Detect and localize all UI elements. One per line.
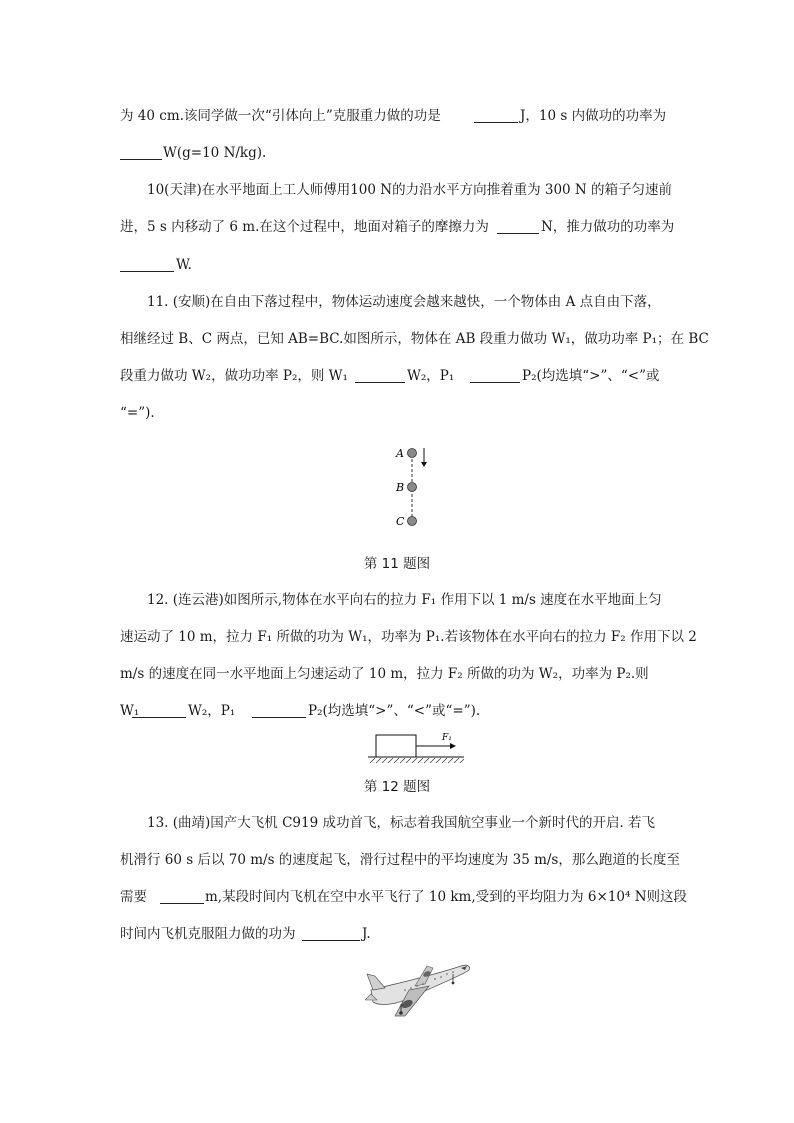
q13-text-4a: 时间内飞机克服阻力做的功为	[120, 926, 296, 942]
q12-text-3: m/s 的速度在同一水平地面上匀速运动了 10 m，拉力 F₂ 所做的功为 W₂，功率为 P₂.则	[120, 666, 649, 682]
q12-ground-hatch	[370, 758, 464, 763]
q11-figure	[380, 440, 440, 530]
q11-text-3c: P₂(均选填“>”、“<”或	[522, 368, 660, 384]
q13-text-4b: J.	[362, 926, 371, 942]
q10-answer-blank-friction[interactable]	[497, 219, 539, 234]
q12-text-4b: W₂，P₁	[188, 703, 236, 719]
q10-text-2b: N，推力做功的功率为	[541, 219, 675, 235]
q11-label-b: B	[396, 481, 405, 494]
q11-figure-svg	[380, 440, 440, 530]
q9-text-2b: W(g=10 N/kg).	[163, 145, 267, 161]
q11-ball-c	[408, 517, 417, 526]
q10-text-1: 10(天津)在水平地面上工人师傅用100 N的力沿水平方向推着重为 300 N 的箱子匀速前	[147, 182, 673, 198]
q11-answer-blank-power[interactable]	[470, 368, 520, 383]
q13-text-3a: 需要	[120, 889, 147, 905]
airplane-icon	[365, 960, 475, 1020]
q13-text-3b: m,某段时间内飞机在空中水平飞行了 10 km,受到的平均阻力为 6×10⁴ N则这段	[205, 889, 688, 905]
q12-figure-svg	[368, 728, 468, 766]
q11-text-3b: W₂，P₁	[407, 368, 455, 384]
q11-text-4: “=”).	[120, 405, 155, 421]
q13-answer-blank-work[interactable]	[302, 926, 360, 941]
q11-caption: 第 11 题图	[363, 556, 431, 572]
q9-text-1b: J，10 s 内做功的功率为	[520, 108, 667, 124]
q12-arrowhead	[450, 743, 456, 749]
q10-text-3b: W.	[176, 257, 192, 273]
q10-answer-blank-power[interactable]	[120, 257, 174, 272]
q9-text-1a: 为 40 cm.该同学做一次“引体向上”克服重力做的功是	[120, 108, 441, 124]
q11-text-1: 11. (安顺)在自由下落过程中，物体运动速度会越来越快，一个物体由 A 点自由下落，	[147, 294, 661, 310]
q13-text-2: 机滑行 60 s 后以 70 m/s 的速度起飞，滑行过程中的平均速度为 35 m/s，那么跑道的长度至	[120, 852, 680, 868]
q12-answer-blank-power[interactable]	[252, 703, 306, 718]
q13-text-1: 13. (曲靖)国产大飞机 C919 成功首飞，标志着我国航空事业一个新时代的开启. 若飞	[147, 815, 656, 831]
q11-ball-b	[408, 483, 417, 492]
q12-answer-blank-work[interactable]	[132, 703, 186, 718]
q11-text-3a: 段重力做功 W₂，做功功率 P₂，则 W₁	[120, 368, 348, 384]
q11-ball-a	[408, 449, 417, 458]
q13-answer-blank-length[interactable]	[160, 889, 204, 904]
q11-label-a: A	[396, 447, 404, 460]
q11-label-c: C	[396, 515, 405, 528]
q12-block	[376, 735, 416, 757]
q12-figure	[368, 728, 468, 766]
q12-text-2: 速运动了 10 m，拉力 F₁ 所做的功为 W₁，功率为 P₁.若该物体在水平向右的拉力 F₂ 作用下以 2	[120, 629, 697, 645]
q9-answer-blank-work[interactable]	[474, 108, 518, 123]
q12-caption: 第 12 题图	[363, 779, 431, 795]
q11-text-2: 相继经过 B、C 两点，已知 AB=BC.如图所示，物体在 AB 段重力做功 W₁，做功功率 P₁；在 BC	[120, 331, 709, 347]
q11-arrowhead	[421, 462, 427, 467]
q9-answer-blank-power[interactable]	[120, 145, 162, 160]
q10-text-2a: 进，5 s 内移动了 6 m.在这个过程中，地面对箱子的摩擦力为	[120, 219, 489, 235]
q12-text-4c: P₂(均选填“>”、“<”或“=”).	[308, 703, 481, 719]
q12-text-1: 12. (连云港)如图所示,物体在水平向右的拉力 F₁ 作用下以 1 m/s 速度在水平地面上匀	[147, 592, 662, 608]
q11-answer-blank-work[interactable]	[355, 368, 405, 383]
q13-airplane-figure	[365, 960, 475, 1020]
q12-text-4a: W₁	[120, 703, 140, 719]
q12-force-label: F₁	[442, 733, 452, 743]
